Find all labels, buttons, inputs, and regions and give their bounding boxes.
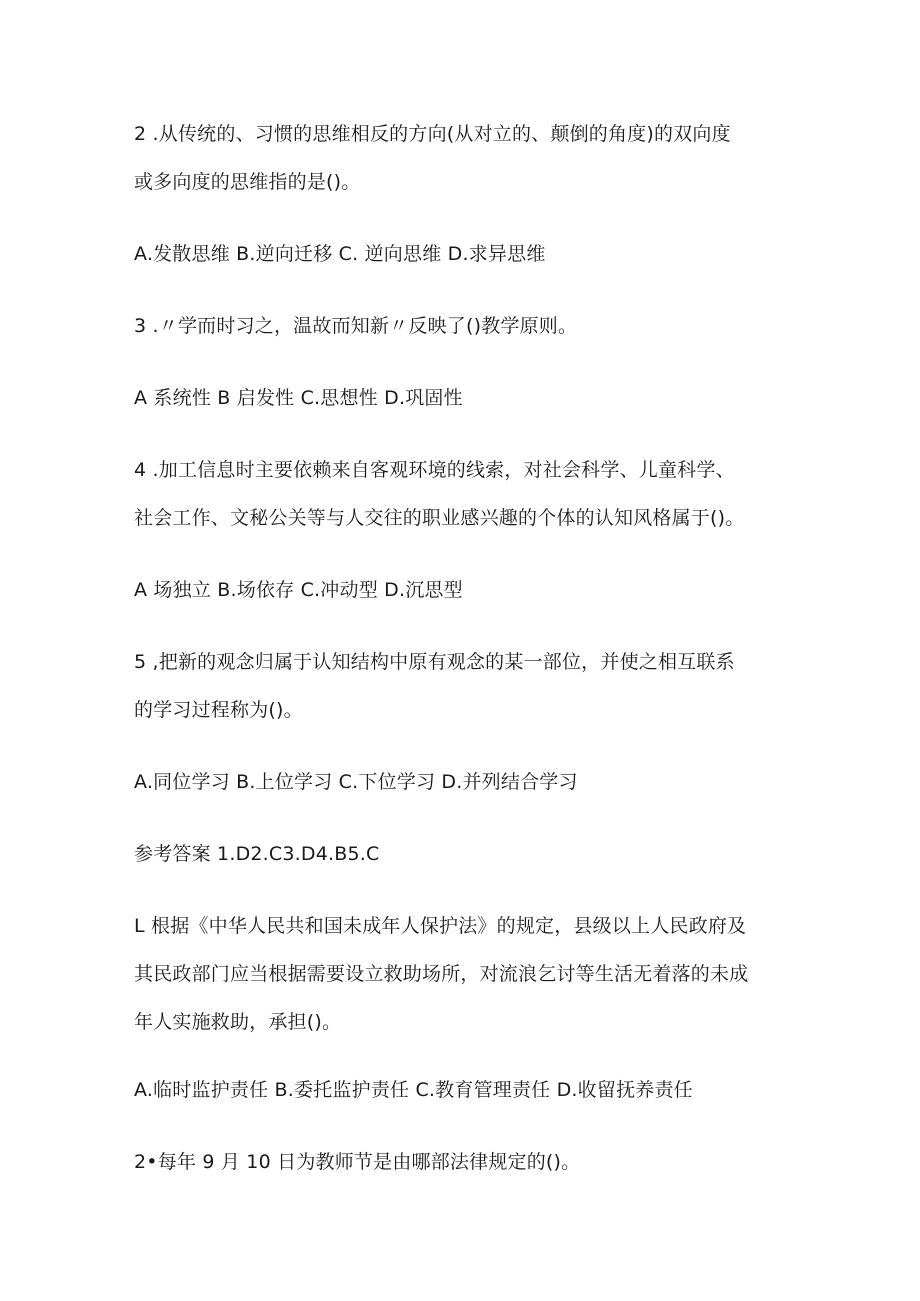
question-4-options: A 场独立 B.场依存 C.冲动型 D.沉思型: [134, 579, 463, 601]
question-2-stem-line-2: 或多向度的思维指的是()。: [134, 171, 361, 193]
question-5-options: A.同位学习 B.上位学习 C.下位学习 D.并列结合学习: [134, 771, 578, 793]
question-3-stem: 3 .〃学而时习之，温故而知新〃反映了()教学原则。: [134, 315, 578, 337]
question-2-stem-line-1: 2 .从传统的、习惯的思维相反的方向(从对立的、颠倒的角度)的双向度: [134, 123, 731, 145]
question-5-stem-line-1: 5 ,把新的观念归属于认知结构中原有观念的某一部位，并使之相互联系: [134, 651, 735, 673]
question-l-options: A.临时监护责任 B.委托监护责任 C.教育管理责任 D.收留抚养责任: [134, 1079, 693, 1101]
question-3-options: A 系统性 B 启发性 C.思想性 D.巩固性: [134, 387, 463, 409]
question-5-stem-line-2: 的学习过程称为()。: [134, 699, 303, 721]
question-4-stem-line-1: 4 .加工信息时主要依赖来自客观环境的线索，对社会科学、儿童科学、: [134, 459, 735, 481]
question-l-stem-line-2: 其民政部门应当根据需要设立救助场所，对流浪乞讨等生活无着落的未成: [134, 963, 749, 985]
question-l-stem-line-3: 年人实施救助，承担()。: [134, 1011, 342, 1033]
question-2-options: A.发散思维 B.逆向迁移 C. 逆向思维 D.求异思维: [134, 243, 546, 265]
question-2b-stem: 2•每年 9 月 10 日为教师节是由哪部法律规定的()。: [134, 1151, 581, 1173]
question-l-stem-line-1: L 根据《中华人民共和国未成年人保护法》的规定，县级以上人民政府及: [134, 915, 747, 937]
answer-key: 参考答案 1.D2.C3.D4.B5.C: [134, 843, 380, 865]
question-4-stem-line-2: 社会工作、文秘公关等与人交往的职业感兴趣的个体的认知风格属于()。: [134, 507, 745, 529]
